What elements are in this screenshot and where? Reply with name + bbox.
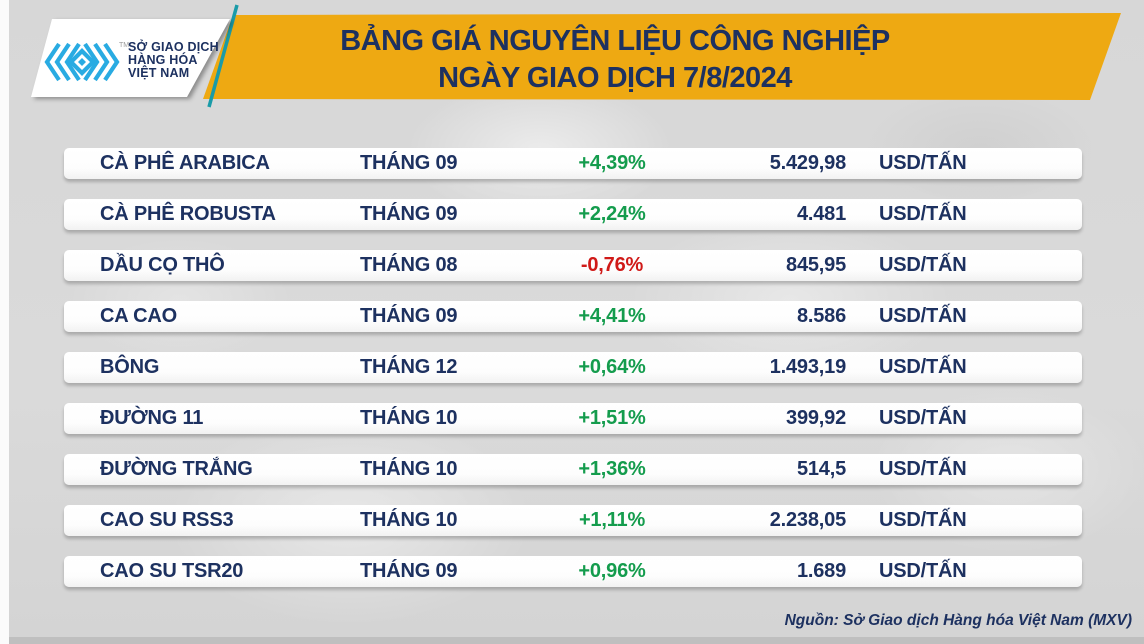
change-percent: +4,41% [578, 305, 646, 327]
commodity-name: ĐƯỜNG 11 [100, 407, 204, 429]
price-unit: USD/TẤN [879, 509, 967, 531]
contract-month: THÁNG 10 [360, 509, 458, 531]
change-percent: -0,76% [580, 254, 644, 276]
source-note: Nguồn: Sở Giao dịch Hàng hóa Việt Nam (MXV) [784, 612, 1132, 629]
commodity-name: ĐƯỜNG TRẮNG [100, 458, 253, 480]
trademark-symbol: TM [119, 42, 130, 49]
change-percent: +1,36% [578, 458, 646, 480]
price-value: 1.689 [796, 560, 846, 582]
commodity-name: BÔNG [100, 356, 160, 378]
mxv-logo-icon [47, 44, 117, 80]
change-percent: +1,51% [578, 407, 646, 429]
change-percent: +0,96% [578, 560, 646, 582]
price-value: 2.238,05 [769, 509, 846, 531]
contract-month: THÁNG 09 [360, 152, 458, 174]
price-value: 5.429,98 [769, 152, 846, 174]
contract-month: THÁNG 08 [360, 254, 458, 276]
price-unit: USD/TẤN [879, 254, 967, 276]
commodity-name: CAO SU RSS3 [100, 509, 234, 531]
change-percent: +0,64% [578, 356, 646, 378]
page-title-line2: NGÀY GIAO DỊCH 7/8/2024 [438, 62, 792, 94]
commodity-name: CÀ PHÊ ARABICA [100, 152, 270, 174]
contract-month: THÁNG 09 [360, 203, 458, 225]
table-row [64, 250, 1082, 281]
change-percent: +4,39% [578, 152, 646, 174]
table-row [64, 454, 1082, 485]
price-value: 514,5 [796, 458, 846, 480]
table-row [64, 505, 1082, 536]
change-percent: +1,11% [578, 509, 646, 531]
price-unit: USD/TẤN [879, 203, 967, 225]
price-value: 399,92 [786, 407, 846, 429]
table-row [64, 352, 1082, 383]
commodity-name: CA CAO [100, 305, 177, 327]
contract-month: THÁNG 09 [360, 305, 458, 327]
page-title-line1: BẢNG GIÁ NGUYÊN LIỆU CÔNG NGHIỆP [340, 25, 890, 57]
price-unit: USD/TẤN [879, 356, 967, 378]
contract-month: THÁNG 09 [360, 560, 458, 582]
contract-month: THÁNG 12 [360, 356, 458, 378]
logo-org-line: SỞ GIAO DỊCH [128, 40, 219, 54]
left-edge-strip [0, 0, 9, 644]
table-row [64, 556, 1082, 587]
price-unit: USD/TẤN [879, 458, 967, 480]
table-row [64, 148, 1082, 179]
commodity-name: CAO SU TSR20 [100, 560, 244, 582]
logo-org-line: HÀNG HÓA [128, 53, 198, 67]
price-unit: USD/TẤN [879, 407, 967, 429]
table-row [64, 199, 1082, 230]
table-row [64, 301, 1082, 332]
price-value: 845,95 [786, 254, 846, 276]
price-value: 1.493,19 [769, 356, 846, 378]
price-unit: USD/TẤN [879, 560, 967, 582]
logo-org-line: VIỆT NAM [128, 66, 190, 80]
commodity-name: DẦU CỌ THÔ [100, 254, 225, 276]
logo-org-name [128, 41, 219, 80]
price-unit: USD/TẤN [879, 152, 967, 174]
change-percent: +2,24% [578, 203, 646, 225]
commodity-name: CÀ PHÊ ROBUSTA [100, 203, 276, 225]
contract-month: THÁNG 10 [360, 407, 458, 429]
price-table [64, 148, 1082, 607]
price-unit: USD/TẤN [879, 305, 967, 327]
bottom-edge-strip [9, 637, 1144, 644]
price-value: 4.481 [796, 203, 846, 225]
price-value: 8.586 [796, 305, 846, 327]
page-title [290, 23, 940, 97]
table-row [64, 403, 1082, 434]
contract-month: THÁNG 10 [360, 458, 458, 480]
